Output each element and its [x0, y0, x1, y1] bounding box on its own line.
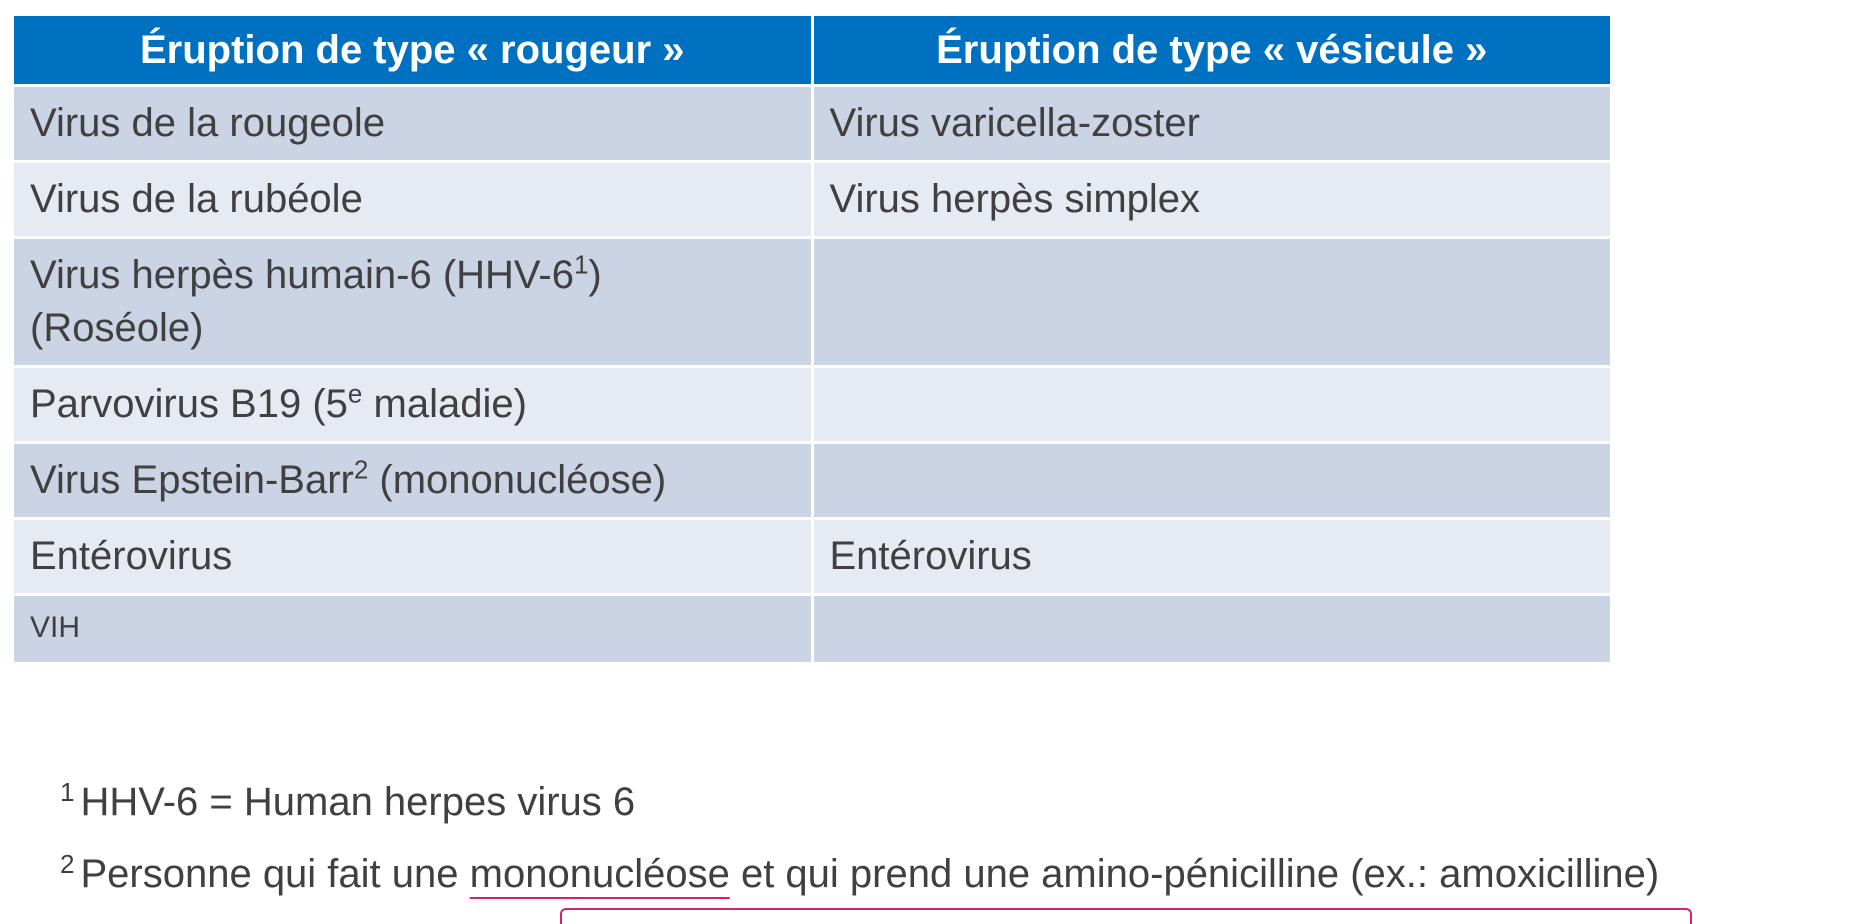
- footnote-ref: 2: [353, 454, 369, 485]
- cell-rougeur: [14, 443, 812, 519]
- cell-vesicule: Virus herpès simplex: [812, 162, 1610, 238]
- cell-rougeur: VIH: [14, 595, 812, 664]
- footnote-text: HHV-6 = Human herpes virus 6: [80, 780, 636, 824]
- cell-rougeur: [14, 367, 812, 443]
- cell-vesicule: [812, 443, 1610, 519]
- superscript: e: [347, 378, 363, 409]
- footnote-text: et qui prend une amino-pénicilline (ex.: amoxicilline): [729, 852, 1660, 896]
- table-row: [14, 86, 1610, 162]
- cell-rougeur: Virus de la rougeole: [14, 86, 812, 162]
- footnote-marker: 1: [60, 776, 75, 807]
- cell-rougeur: Entérovirus: [14, 519, 812, 595]
- cell-vesicule: Virus varicella-zoster: [812, 86, 1610, 162]
- footnote-text: Personne qui fait une: [80, 852, 470, 896]
- header-vesicule: Éruption de type « vésicule »: [812, 16, 1610, 86]
- cell-vesicule: [812, 238, 1610, 367]
- table-row: [14, 443, 1610, 519]
- cell-rougeur: Virus de la rubéole: [14, 162, 812, 238]
- cell-vesicule: [812, 595, 1610, 664]
- header-rougeur: Éruption de type « rougeur »: [14, 16, 812, 86]
- cell-text: Virus herpès humain-6 (HHV-6: [30, 253, 574, 297]
- footnote-ref: 1: [573, 249, 589, 280]
- cell-rougeur: [14, 238, 812, 367]
- eruption-table: [14, 16, 1610, 665]
- cell-vesicule: Entérovirus: [812, 519, 1610, 595]
- footnote-2: [60, 848, 1660, 897]
- cell-text: Parvovirus B19 (5: [30, 382, 348, 426]
- footnote-marker: 2: [60, 848, 75, 879]
- cell-text: (mononucléose): [368, 458, 667, 502]
- table-row: [14, 238, 1610, 367]
- table-row: [14, 367, 1610, 443]
- annotation-bracket: [560, 908, 1692, 924]
- cell-vesicule: [812, 367, 1610, 443]
- cell-text: maladie): [362, 382, 527, 426]
- footnote-1: [60, 776, 636, 825]
- annotated-word: mononucléose: [469, 852, 730, 896]
- cell-text: Virus Epstein-Barr: [30, 458, 354, 502]
- cell-text: ): [588, 253, 602, 297]
- table-row: [14, 162, 1610, 238]
- table-row: [14, 595, 1610, 664]
- table-header-row: [14, 16, 1610, 86]
- cell-text: (Roséole): [30, 306, 204, 350]
- table-row: [14, 519, 1610, 595]
